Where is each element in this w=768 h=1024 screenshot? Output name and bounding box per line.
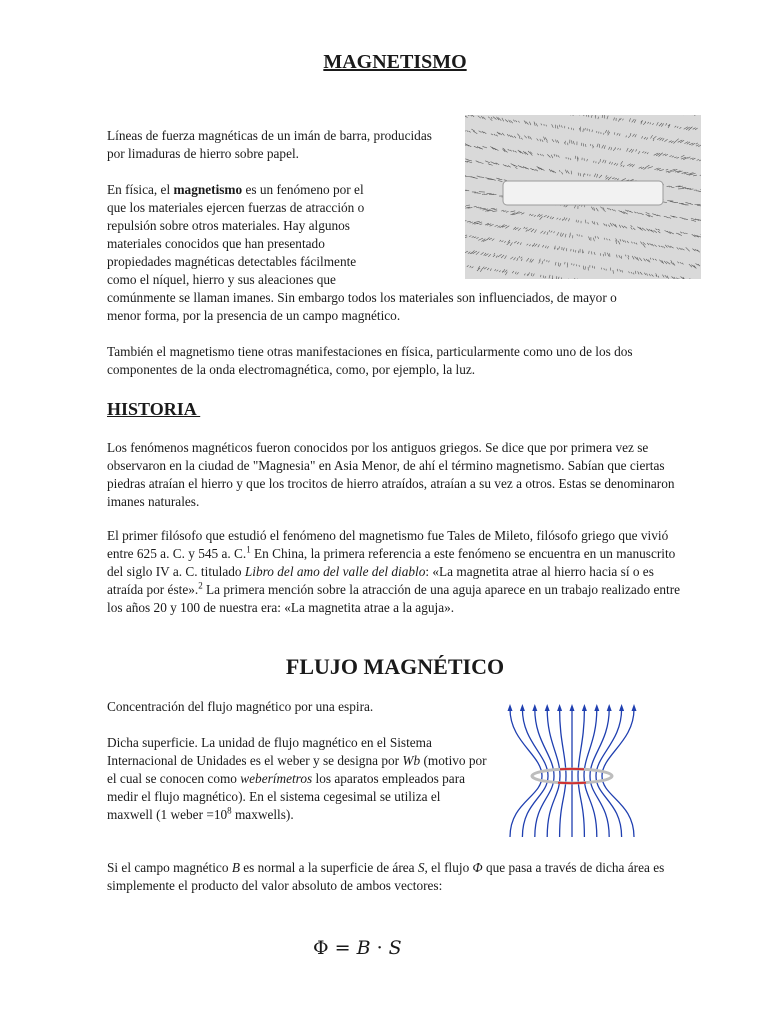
footnote-2[interactable]: 2 (198, 580, 203, 591)
flujo-heading: FLUJO MAGNÉTICO (285, 654, 505, 679)
flux-loop-image (502, 697, 642, 843)
magnet-image-caption: Líneas de fuerza magnéticas de un imán de barra, producidas por limaduras de hierro sobre papel. (107, 128, 432, 161)
magnetismo-definition: En física, el magnetismo es un fenómeno por el que los materiales ejercen fuerzas de atracción o repulsión sobre otros materiales. Hay algunos materiales conocidos que han presentado propiedades magnéticas detectables fácilmente como el níquel, hierro y sus aleaciones que comúnmente se llaman imanes. Sin embargo todos los materiales son influenciados, de mayor o menor forma, por la presencia de un campo magnético. (107, 181, 627, 325)
book-title: Libro del amo del valle del diablo (244, 564, 426, 579)
flux-image-caption: Concentración del flujo magnético por una espira. (107, 699, 374, 714)
flux-formula: Φ = B · S (313, 937, 402, 959)
image-float-spacer (377, 181, 627, 281)
magnetismo-bold: magnetismo (173, 182, 243, 197)
exponent-8: 8 (227, 805, 232, 816)
historia-heading: HISTORIA (107, 399, 201, 419)
historia-paragraph-1: Los fenómenos magnéticos fueron conocidos por los antiguos griegos. Se dice que por primera vez se observaron en la ciudad de "Magnesia" en Asia Menor, de ahí el término magnetismo. Sabían que ciertas piedras atraían el hierro y que los trocitos de hierro atraídos, atraían a su vez a otros. Estas se denominaron imanes naturales. (107, 440, 675, 509)
tambien-paragraph: También el magnetismo tiene otras manifestaciones en física, particularmente como uno de los dos componentes de la onda electromagnética, como, por ejemplo, la luz. (107, 344, 633, 377)
campo-normal-paragraph: Si el campo magnético B es normal a la superficie de área S, el flujo Φ que pasa a través de dicha área es simplemente el producto del valor absoluto de ambos vectores: (107, 860, 665, 893)
historia-paragraph-2: El primer filósofo que estudió el fenómeno del magnetismo fue Tales de Mileto, filósofo griego que vivió entre 625 a. C. y 545 a. C.$^1$ En China, la primera referencia a este fenómeno se encuentra en un manuscrito del siglo IV a. C. titulado Libro del amo del valle del diablo: «La magnetita atrae al hierro hacia sí o es atraída por éste».$^2$ La primera mención sobre la atracción de una aguja aparece en un trabajo realizado entre los años 20 y 100 de nuestra era: «La magnetita atrae a la aguja». (107, 528, 681, 615)
unidad-flujo-paragraph: Dicha superficie. La unidad de flujo magnético en el Sistema Internacional de Unidades es el weber y se designa por Wb (motivo por el cual se conocen como weberímetros los aparatos empleados para medir el flujo magnético). En el sistema cegesimal se utiliza el maxwell (1 weber $=10^8$ maxwells). (107, 735, 487, 822)
footnote-1[interactable]: 1 (246, 544, 251, 555)
page-title: MAGNETISMO (323, 51, 467, 73)
